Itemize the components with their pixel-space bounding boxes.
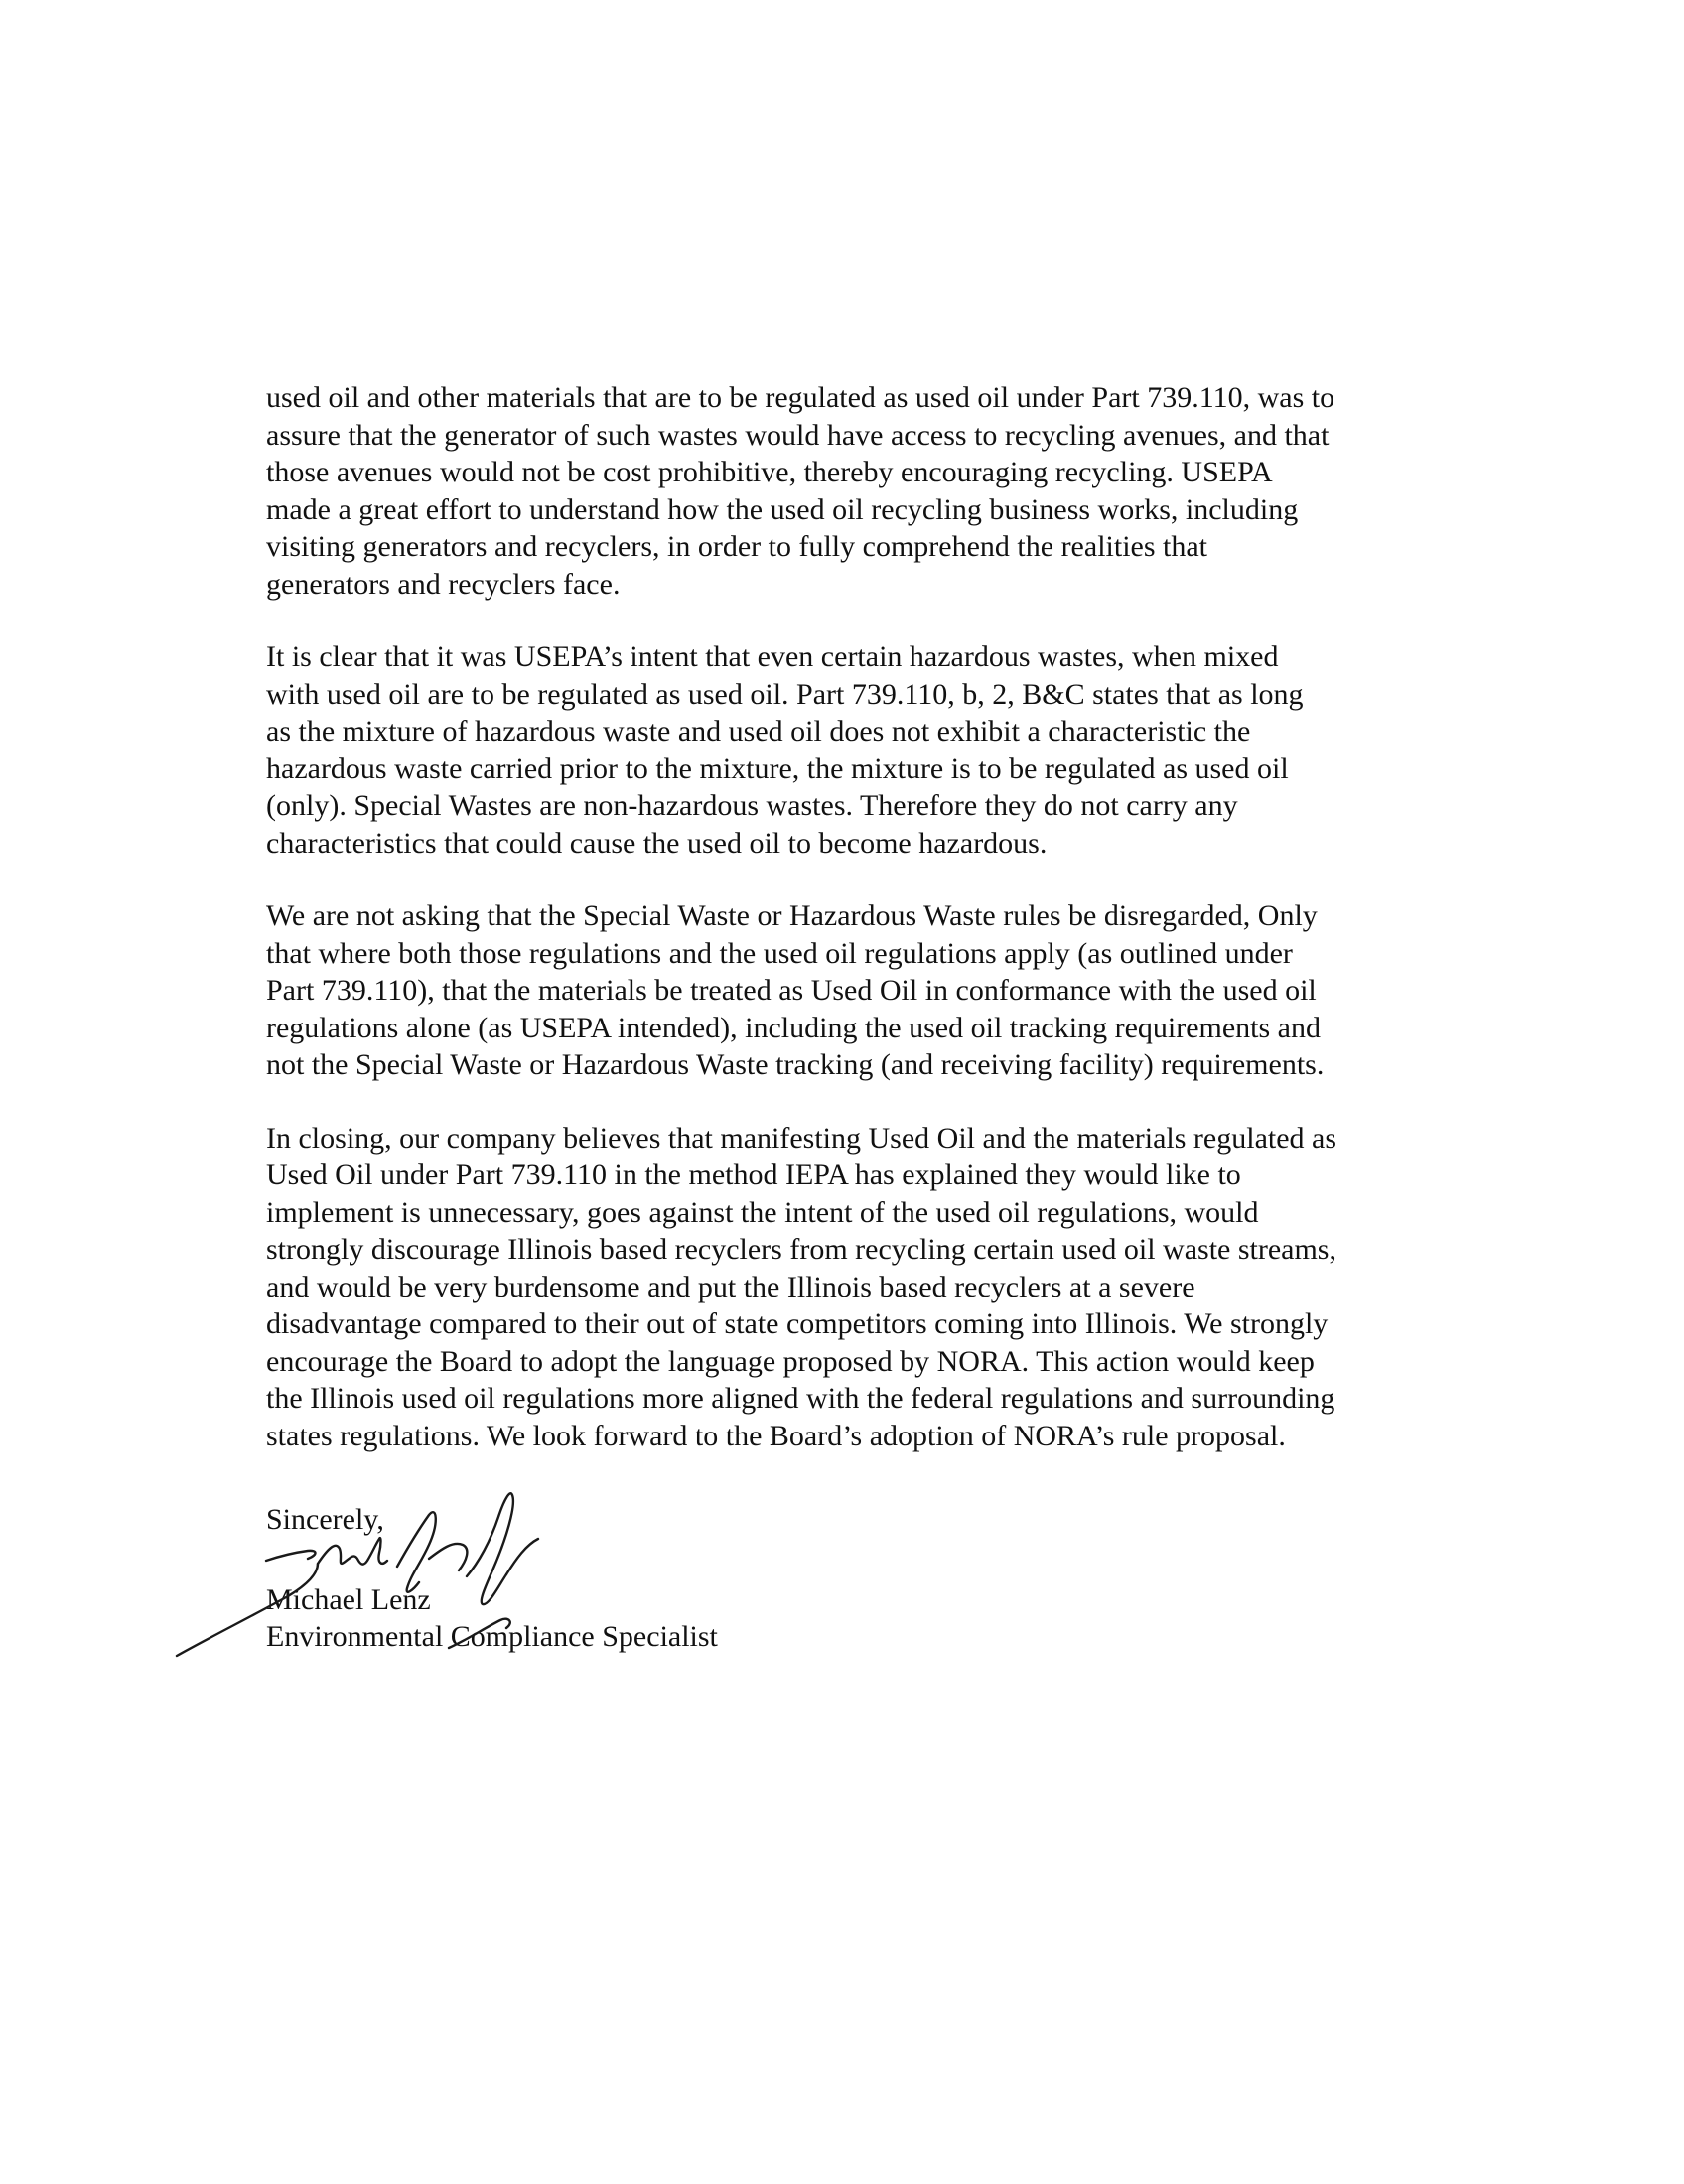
handwritten-signature [169,1479,586,1668]
text-line: It is clear that it was USEPA’s intent that even certain hazardous wastes, when mixed [266,640,1279,673]
text-line: those avenues would not be cost prohibitive, thereby encouraging recycling. USEPA [266,456,1273,488]
text-line: Used Oil under Part 739.110 in the method IEPA has explained they would like to [266,1159,1241,1191]
closing-salutation: Sincerely, [266,1503,384,1536]
text-line: made a great effort to understand how the used oil recycling business works, including [266,492,1299,526]
text-line: regulations alone (as USEPA intended), including the used oil tracking requirements and [266,1011,1321,1044]
text-line: hazardous waste carried prior to the mixture, the mixture is to be regulated as used oil [266,751,1289,785]
text-line: states regulations. We look forward to the Board’s adoption of NORA’s rule proposal. [266,1419,1286,1452]
letter-body [266,379,1458,1490]
text-line: not the Special Waste or Hazardous Waste tracking (and receiving facility) requirements. [266,1048,1325,1081]
text-line: (only). Special Wastes are non-hazardous wastes. Therefore they do not carry any [266,789,1238,822]
text-line: assure that the generator of such wastes would have access to recycling avenues, and that [266,418,1330,452]
text-line: with used oil are to be regulated as used oil. Part 739.110, b, 2, B&C states that as long [266,677,1304,711]
text-line: and would be very burdensome and put the Illinois based recyclers at a severe [266,1270,1195,1303]
text-line: visiting generators and recyclers, in order to fully comprehend the realities that [266,530,1208,563]
text-line: strongly discourage Illinois based recyclers from recycling certain used oil waste streams, [266,1233,1336,1266]
signer-name: Michael Lenz [266,1583,431,1616]
text-line: the Illinois used oil regulations more aligned with the federal regulations and surrounding [266,1382,1335,1415]
paragraph [266,379,1458,603]
paragraph [266,897,1458,1084]
text-line: Part 739.110), that the materials be treated as Used Oil in conformance with the used oil [266,974,1317,1007]
text-line: In closing, our company believes that manifesting Used Oil and the materials regulated as [266,1121,1337,1155]
text-line: disadvantage compared to their out of state competitors coming into Illinois. We strongly [266,1307,1329,1340]
text-line: implement is unnecessary, goes against the intent of the used oil regulations, would [266,1195,1259,1229]
text-line: that where both those regulations and the used oil regulations apply (as outlined under [266,936,1293,970]
text-line: used oil and other materials that are to be regulated as used oil under Part 739.110, was to [266,381,1335,414]
text-line: We are not asking that the Special Waste or Hazardous Waste rules be disregarded, Only [266,899,1318,932]
text-line: as the mixture of hazardous waste and used oil does not exhibit a characteristic the [266,715,1251,748]
text-line: encourage the Board to adopt the language proposed by NORA. This action would keep [266,1344,1315,1378]
paragraph [266,638,1458,862]
text-line: generators and recyclers face. [266,567,621,601]
signer-title: Environmental Compliance Specialist [266,1620,718,1653]
text-line: characteristics that could cause the used oil to become hazardous. [266,826,1048,860]
paragraph [266,1120,1458,1455]
